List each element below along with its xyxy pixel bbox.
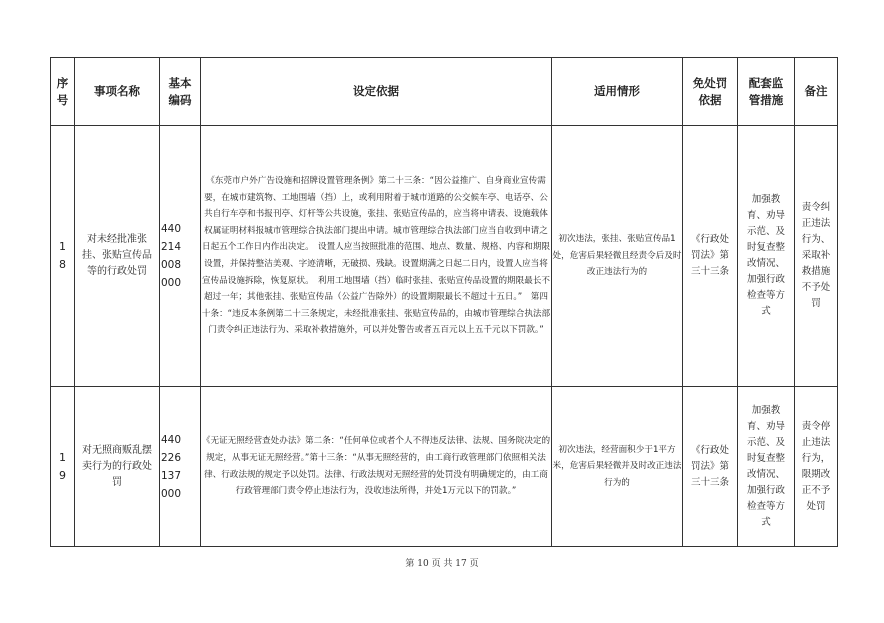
row-exemption-basis: 《行政处罚法》第三十三条: [683, 387, 738, 547]
row-basis: 《东莞市户外广告设施和招牌设置管理条例》第二十三条：“因公益推广、自身商业宣传需要，在城市建筑物、工地围墙（挡）上，或利用附着于城市道路的公交候车亭、电话亭、公共自行车亭和书报刊亭、灯杆等公共设施，张挂、张贴宣传品的，应当将申请表、设施载体权属证明材料报城市管理综合执法部门提出申请。城市管理综合执法部门应当自收到申请之日起五个工作日内作出决定。 设置人应当按照批准的范围、地点、数量、规格、内容和期限设置，并保持整洁美观、字迹清晰，无破损、残缺。设置期满之日起二日内，设置人应当将宣传品设施拆除，恢复原状。 利用工地围墙（挡）临时张挂、张贴宣传品设置的期限最长不超过一年；其他张挂、张贴宣传品（公益广告除外）的设置期限最长不超过十五日。” 第四十条：“违反本条例第二十三条规定，未经批准张挂、张贴宣传品的，由城市管理综合执法部门责令纠正违法行为、采取补救措施外，可以并处警告或者五百元以上五千元以下罚款。”: [201, 126, 552, 387]
row-seq: 19: [51, 387, 75, 547]
row-measures: 加强教育、劝导示范、及时复查整改情况、加强行政检查等方式: [738, 387, 795, 547]
row-situation: 初次违法，张挂、张贴宣传品1处，危害后果轻微且经责令后及时改正违法行为的: [552, 126, 683, 387]
header-remarks: 备注: [795, 58, 838, 126]
row-code: 440214008000: [160, 126, 201, 387]
row-name: 对未经批准张挂、张贴宣传品等的行政处罚: [75, 126, 160, 387]
table-row: [51, 126, 838, 387]
row-remarks: 责令纠正违法行为、采取补救措施不予处罚: [795, 126, 838, 387]
header-seq: 序号: [51, 58, 75, 126]
header-row: [51, 58, 838, 126]
header-code: 基本编码: [160, 58, 201, 126]
header-measures: 配套监管措施: [738, 58, 795, 126]
row-situation: 初次违法，经营面积少于1平方米，危害后果轻微并及时改正违法行为的: [552, 387, 683, 547]
enforcement-table: [50, 57, 838, 547]
row-remarks: 责令停止违法行为，限期改正不予处罚: [795, 387, 838, 547]
header-situation: 适用情形: [552, 58, 683, 126]
row-seq: 18: [51, 126, 75, 387]
row-name: 对无照商贩乱摆卖行为的行政处罚: [75, 387, 160, 547]
row-code: 440226137000: [160, 387, 201, 547]
row-measures: 加强教育、劝导示范、及时复查整改情况、加强行政检查等方式: [738, 126, 795, 387]
header-name: 事项名称: [75, 58, 160, 126]
table-row: [51, 387, 838, 547]
header-exemption-basis: 免处罚依据: [683, 58, 738, 126]
row-exemption-basis: 《行政处罚法》第三十三条: [683, 126, 738, 387]
row-basis: 《无证无照经营查处办法》第二条：“任何单位或者个人不得违反法律、法规、国务院决定的规定，从事无证无照经营。”第十三条：“从事无照经营的，由工商行政管理部门依照相关法律、行政法规的规定予以处罚。法律、行政法规对无照经营的处罚没有明确规定的，由工商行政管理部门责令停止违法行为，没收违法所得，并处1万元以下的罚款。”: [201, 387, 552, 547]
header-basis: 设定依据: [201, 58, 552, 126]
page-footer: 第 10 页 共 17 页: [405, 559, 479, 569]
